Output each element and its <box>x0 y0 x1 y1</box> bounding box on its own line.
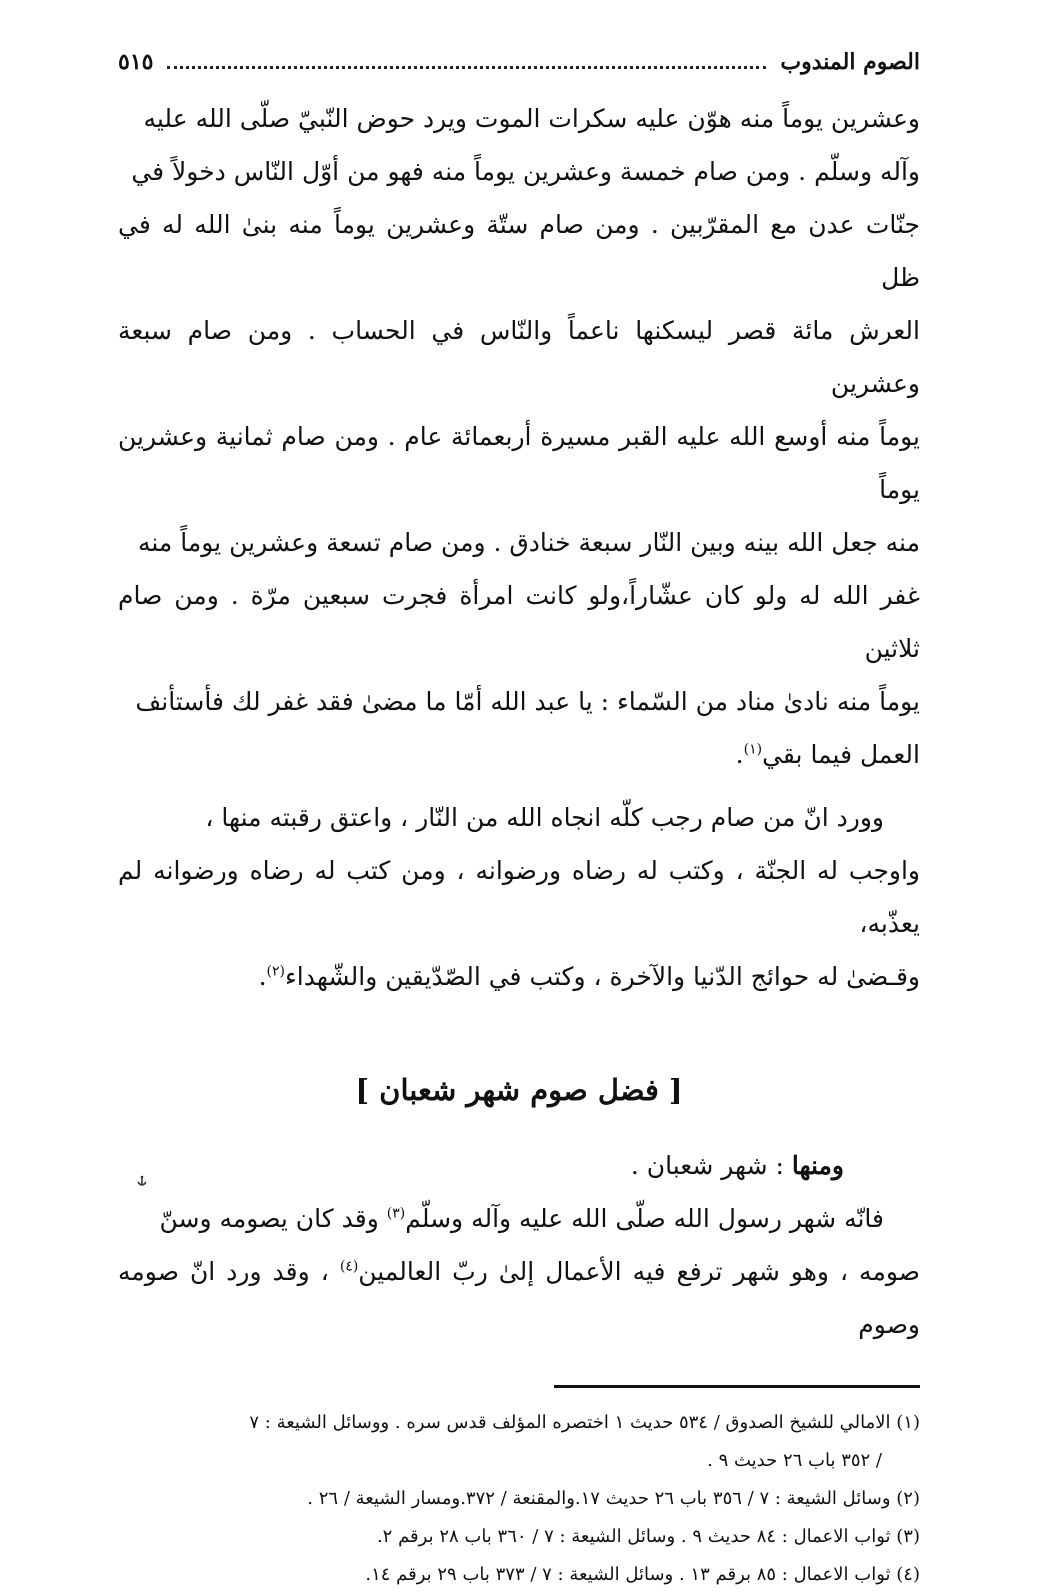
text-line: وقـضىٰ له حوائج الدّنيا والآخرة ، وكتب في الصّدّيقين والشّهداء$^{(٢)}$. <box>258 962 920 991</box>
running-head <box>118 40 920 84</box>
chapter-title: الصوم المندوب <box>780 49 920 75</box>
footnotes <box>118 1404 920 1594</box>
text-fragment: العمل فيما بقي <box>762 740 920 769</box>
text-fragment: وقد كان يصومه وسنّ <box>159 1204 387 1233</box>
text-line: منه جعل الله بينه وبين النّار سبعة خنادق . ومن صام تسعة وعشرين يوماً منه <box>137 528 920 557</box>
footnote: (٣) ثواب الاعمال : ٨٤ حديث ٩ . وسائل الشيعة : ٧ / ٣٦٠ باب ٢٨ برقم ٢. <box>376 1526 920 1547</box>
footnote-marker: (٤) <box>339 1258 359 1275</box>
footnote-divider <box>554 1385 920 1388</box>
text-fragment: : شهر شعبان . <box>630 1151 792 1180</box>
text-line: وورد انّ من صام رجب كلّه انجاه الله من النّار ، واعتق رقبته منها ، <box>205 803 884 832</box>
footnote: (١) الامالي للشيخ الصدوق / ٥٣٤ حديث ١ اختصره المؤلف قدس سره . ووسائل الشيعة : ٧ <box>249 1412 920 1433</box>
section-body <box>118 1139 920 1351</box>
text-line: وعشرين يوماً منه هوّن عليه سكرات الموت ويرد حوض النّبيّ صلّى الله عليه <box>143 104 920 133</box>
text-line <box>118 1192 920 1245</box>
text-fragment: فانّه شهر رسول الله صلّى الله عليه وآله وسلّم <box>405 1204 884 1233</box>
lead-word: ومنها <box>791 1151 844 1180</box>
footnote-marker: (٣) <box>386 1205 406 1222</box>
page-number: ٥١٥ <box>118 49 154 75</box>
small-flourish-icon <box>136 1174 148 1193</box>
text-fragment: صومه ، وهو شهر ترفع فيه الأعمال إلىٰ ربّ العالمين <box>358 1257 920 1286</box>
text-line: وآله وسلّم . ومن صام خمسة وعشرين يوماً منه فهو من أوّل النّاس دخولاً في <box>131 157 920 186</box>
text-line: يوماً منه نادىٰ مناد من السّماء : يا عبد الله أمّا ما مضىٰ فقد غفر لك فأستأنف <box>135 687 920 716</box>
text-line <box>118 1139 920 1192</box>
footnote-continuation: / ٣٥٢ باب ٢٦ حديث ٩ . <box>707 1450 882 1471</box>
text-fragment: وقـضىٰ له حوائج الدّنيا والآخرة ، وكتب في الصّدّيقين والشّهداء <box>285 962 920 991</box>
text-line <box>118 1245 920 1351</box>
leader-dots <box>167 66 766 69</box>
page <box>118 40 920 1594</box>
text-line: يوماً منه أوسع الله عليه القبر مسيرة أربعمائة عام . ومن صام ثمانية وعشرين يوماً <box>118 422 920 504</box>
text-line: غفر الله له ولو كان عشّاراً،ولو كانت امرأة فجرت سبعين مرّة . ومن صام ثلاثين <box>118 581 920 663</box>
text-fragment: ، وقد ورد انّ صومه وصوم <box>118 1257 920 1339</box>
footnote: (٤) ثواب الاعمال : ٨٥ برقم ١٣ . وسائل الشيعة : ٧ / ٣٧٣ باب ٢٩ برقم ١٤. <box>365 1564 920 1585</box>
footnote: (٢) وسائل الشيعة : ٧ / ٣٥٦ باب ٢٦ حديث ١٧.والمقنعة / ٣٧٢.ومسار الشيعة / ٢٦ . <box>307 1488 920 1509</box>
text-line: العمل فيما بقي$^{(١)}$. <box>735 740 920 769</box>
text-line: العرش مائة قصر ليسكنها ناعماً والنّاس في الحساب . ومن صام سبعة وعشرين <box>118 316 920 398</box>
main-text <box>118 92 920 1003</box>
section-heading: [ فضل صوم شهر شعبان ] <box>355 1073 683 1107</box>
text-line: جنّات عدن مع المقرّبين . ومن صام ستّة وعشرين يوماً منه بنىٰ الله له في ظل <box>118 210 920 292</box>
text-line: واوجب له الجنّة ، وكتب له رضاه ورضوانه ، ومن كتب له رضاه ورضوانه لم يعذّبه، <box>118 856 920 938</box>
footnote-marker: (٢) <box>266 963 285 980</box>
footnote-marker: (١) <box>743 741 763 758</box>
